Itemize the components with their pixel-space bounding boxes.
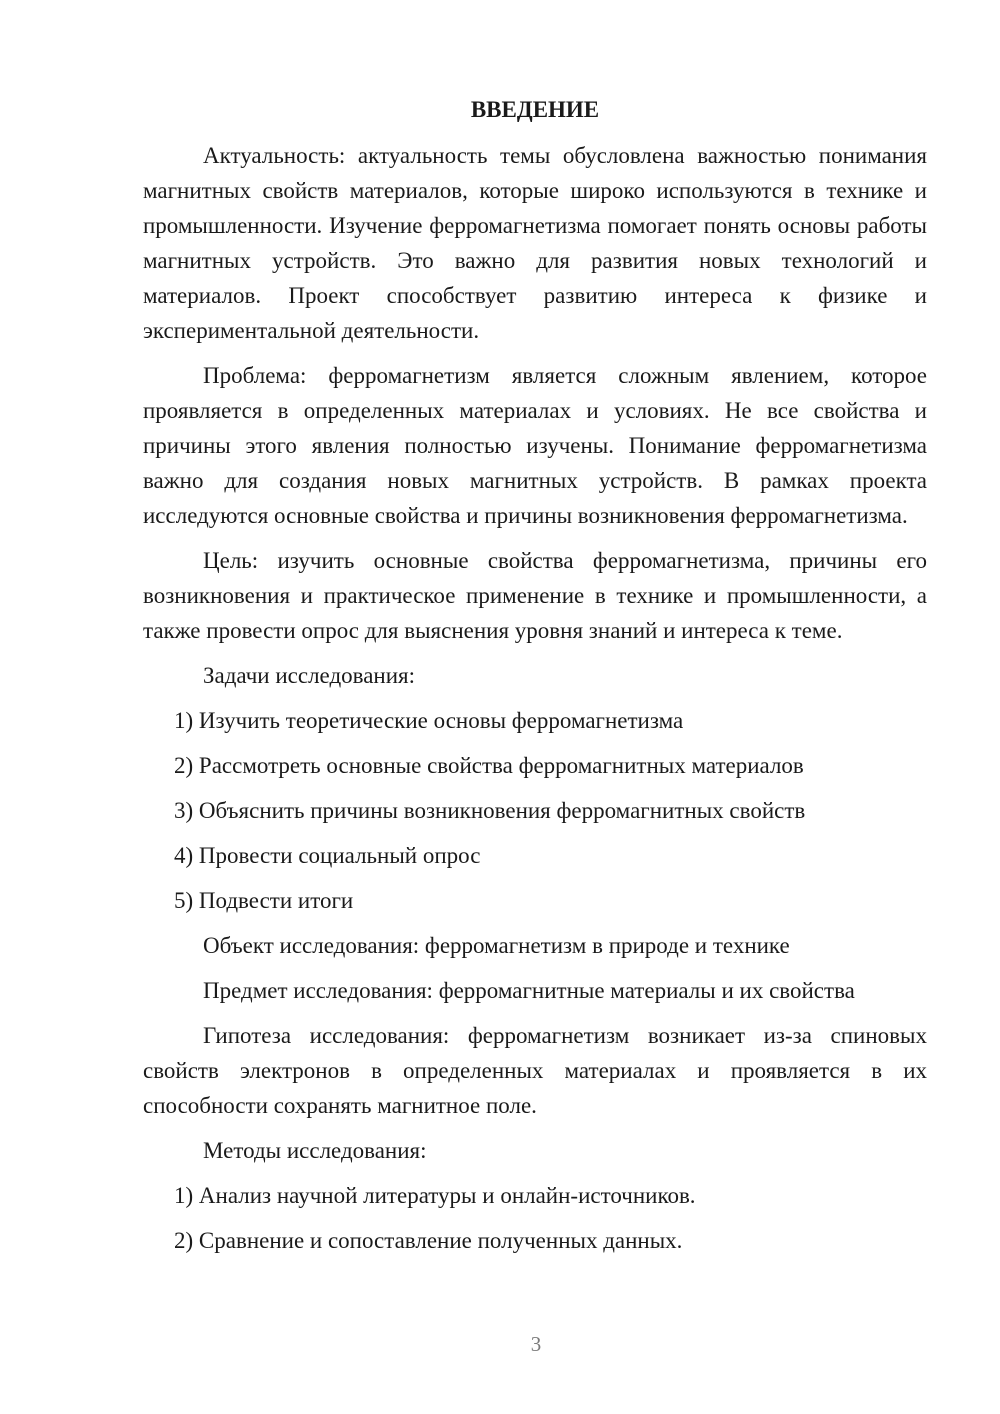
tasks-heading: Задачи исследования:: [203, 663, 416, 688]
task-item: 4) Провести социальный опрос: [174, 843, 481, 868]
hypothesis-paragraph: Гипотеза исследования: ферромагнетизм возникает из-за спиновых свойств электронов в определенных материалах и проявляется в их способности сохранять магнитное поле.: [143, 1023, 927, 1118]
task-item: 2) Рассмотреть основные свойства ферромагнитных материалов: [174, 753, 804, 778]
relevance-paragraph: Актуальность: актуальность темы обусловлена важностью понимания магнитных свойств материалов, которые широко используются в технике и промышленности. Изучение ферромагнетизма помогает понять основы работы магнитных устройств. Это важно для развития новых технологий и материалов. Проект способствует развитию интереса к физике и экспериментальной деятельности.: [143, 143, 927, 343]
method-item: 2) Сравнение и сопоставление полученных данных.: [174, 1228, 683, 1253]
section-title: ВВЕДЕНИЕ: [470, 97, 600, 122]
task-item: 5) Подвести итоги: [174, 888, 354, 913]
object-paragraph: Объект исследования: ферромагнетизм в природе и технике: [203, 933, 790, 958]
page-content: [143, 92, 927, 1268]
page-number: 3: [530, 1332, 542, 1356]
methods-heading: Методы исследования:: [203, 1138, 427, 1163]
goal-paragraph: Цель: изучить основные свойства ферромагнетизма, причины его возникновения и практическое применение в технике и промышленности, а также провести опрос для выяснения уровня знаний и интереса к теме.: [143, 548, 927, 643]
task-item: 3) Объяснить причины возникновения ферромагнитных свойств: [174, 798, 806, 823]
subject-paragraph: Предмет исследования: ферромагнитные материалы и их свойства: [203, 978, 855, 1003]
problem-paragraph: Проблема: ферромагнетизм является сложным явлением, которое проявляется в определенных материалах и условиях. Не все свойства и причины этого явления полностью изучены. Понимание ферромагнетизма важно для создания новых магнитных устройств. В рамках проекта исследуются основные свойства и причины возникновения ферромагнетизма.: [143, 363, 927, 528]
task-item: 1) Изучить теоретические основы ферромагнетизма: [174, 708, 684, 733]
method-item: 1) Анализ научной литературы и онлайн-источников.: [174, 1183, 696, 1208]
